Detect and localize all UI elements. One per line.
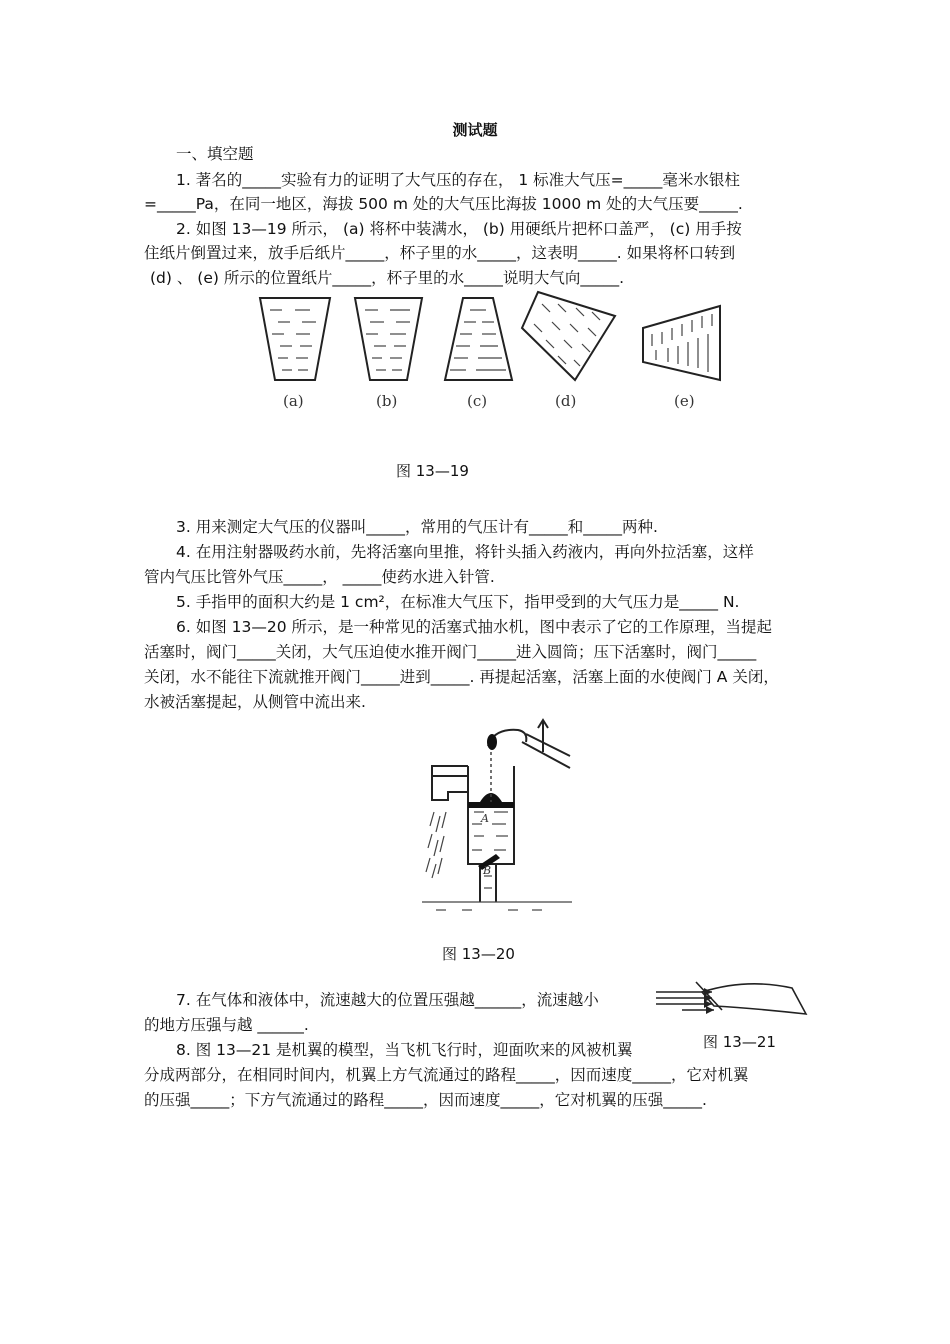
fig19-caption: 图 13—19 [396, 462, 469, 480]
q6-line-4: 水被活塞提起，从侧管中流出来. [144, 693, 366, 711]
fig19-label-e: (e) [674, 392, 695, 410]
fig20-caption: 图 13—20 [442, 945, 515, 963]
fig19-label-d: (d) [555, 392, 577, 410]
fig21-caption: 图 13—21 [703, 1033, 776, 1051]
q2-line-3: (d) 、 (e) 所示的位置纸片_____，杯子里的水_____说明大气向_____. [150, 269, 625, 287]
q1-line-1: 1. 著名的_____实验有力的证明了大气压的存在， 1 标准大气压=_____毫米水银柱 [176, 171, 740, 189]
figure-13-19 [250, 288, 730, 388]
q5-line-1: 5. 手指甲的面积大约是 1 cm²，在标准大气压下，指甲受到的大气压力是_____ N. [176, 593, 740, 611]
q6-line-2: 活塞时，阀门_____关闭，大气压迫使水推开阀门_____进入圆筒；压下活塞时，阀门_____ [144, 643, 757, 661]
figure-13-21 [652, 980, 812, 1020]
q2-line-2: 住纸片倒置过来，放手后纸片_____，杯子里的水_____，这表明_____. 如果将杯口转到 [144, 244, 736, 262]
fig19-label-c: (c) [467, 392, 488, 410]
valve-a-label: A [481, 812, 489, 825]
q2-line-1: 2. 如图 13—19 所示， (a) 将杯中装满水， (b) 用硬纸片把杯口盖严， (c) 用手按 [176, 220, 742, 238]
pump-cylinder-icon [468, 766, 514, 864]
fig19-label-b: (b) [376, 392, 398, 410]
cup-d-icon [522, 292, 615, 380]
section-heading: 一、填空题 [176, 145, 254, 163]
q6-line-3: 关闭，水不能往下流就推开阀门_____进到_____. 再提起活塞，活塞上面的水使阀门 A 关闭， [144, 668, 779, 686]
q7-line-1: 7. 在气体和液体中，流速越大的位置压强越______，流速越小 [176, 991, 599, 1009]
q8-line-2: 分成两部分，在相同时间内，机翼上方气流通过的路程_____，因而速度_____，它对机翼 [144, 1066, 749, 1084]
valve-b-label: B [483, 864, 492, 877]
pump-handle-icon [522, 742, 570, 768]
q3-line-1: 3. 用来测定大气压的仪器叫_____，常用的气压计有_____和_____两种. [176, 518, 658, 536]
piston-icon [468, 802, 514, 808]
q7-line-2: 的地方压强与越 ______. [144, 1016, 309, 1034]
q8-line-3: 的压强_____；下方气流通过的路程_____，因而速度_____，它对机翼的压强_____. [144, 1091, 707, 1109]
q4-line-1: 4. 在用注射器吸药水前，先将活塞向里推，将针头插入药液内，再向外拉活塞，这样 [176, 543, 754, 561]
page-title: 测试题 [452, 121, 498, 139]
q8-line-1: 8. 图 13—21 是机翼的模型，当飞机飞行时，迎面吹来的风被机翼 [176, 1041, 633, 1059]
wing-icon [702, 984, 806, 1014]
fig19-label-a: (a) [283, 392, 304, 410]
q1-line-2: =_____Pa，在同一地区，海拔 500 m 处的大气压比海拔 1000 m 处的大气压要_____. [144, 195, 743, 213]
figure-13-20 [422, 716, 572, 916]
q6-line-1: 6. 如图 13—20 所示，是一种常见的活塞式抽水机，图中表示了它的工作原理，当提起 [176, 618, 773, 636]
q4-line-2: 管内气压比管外气压_____， _____使药水进入针管. [144, 568, 495, 586]
